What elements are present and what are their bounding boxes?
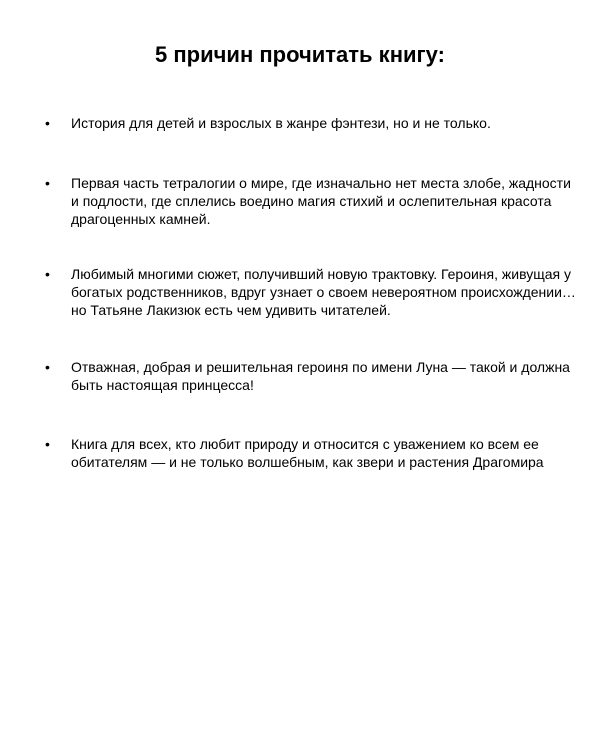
list-item-text: Отважная, добрая и решительная героиня по имени Луна — такой и должна быть настоящая принцесса!	[71, 359, 570, 393]
list-item-text: Книга для всех, кто любит природу и относится с уважением ко всем ее обитателям — и не только волшебным, как звери и растения Драгомира	[71, 436, 544, 470]
page-title: 5 причин прочитать книгу:	[155, 42, 445, 67]
list-item-text: Первая часть тетралогии о мире, где изначально нет места злобе, жадности и подлости, где сплелись воедино магия стихий и ослепительная красота драгоценных камней.	[71, 175, 571, 227]
list-item-text: Любимый многими сюжет, получивший новую трактовку. Героиня, живущая у богатых родственников, вдруг узнает о своем невероятном происхождении… но Татьяне Лакизюк есть чем удивить читателей.	[71, 266, 576, 318]
bullet-icon: •	[45, 436, 50, 452]
bullet-icon: •	[45, 266, 50, 282]
bullet-icon: •	[45, 115, 50, 131]
bullet-icon: •	[45, 359, 50, 375]
bullet-icon: •	[45, 175, 50, 191]
list-item-text: История для детей и взрослых в жанре фэнтези, но и не только.	[71, 115, 491, 131]
